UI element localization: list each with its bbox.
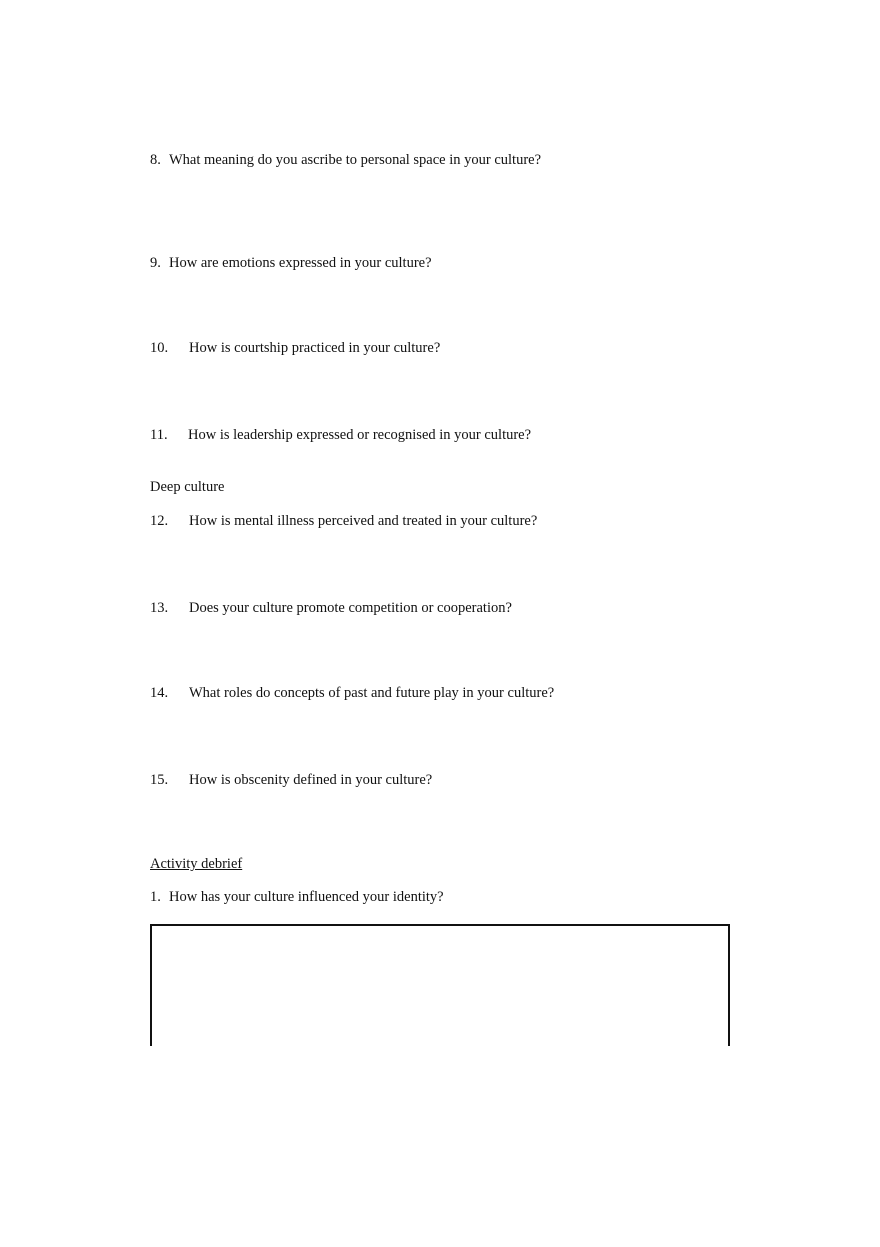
answer-box[interactable] [150, 924, 730, 1046]
activity-debrief-heading: Activity debrief [150, 856, 243, 872]
document-page: 8. What meaning do you ascribe to personal space in your culture? 9. How are emotions expressed in your culture? 10. How is courtship practiced in your culture? 11. How is leadership expressed or recognised in your culture? Deep culture 12. How is mental illness perceived and treated in your culture? 13. Does your culture promote competition or cooperation? 14. What roles do concepts of past and future play in your culture? 15. How is obscenity defined in your culture? Activity debrief 1. How has your culture influenced your identity? [0, 0, 880, 1247]
deep-culture-heading: Deep culture [150, 479, 225, 495]
